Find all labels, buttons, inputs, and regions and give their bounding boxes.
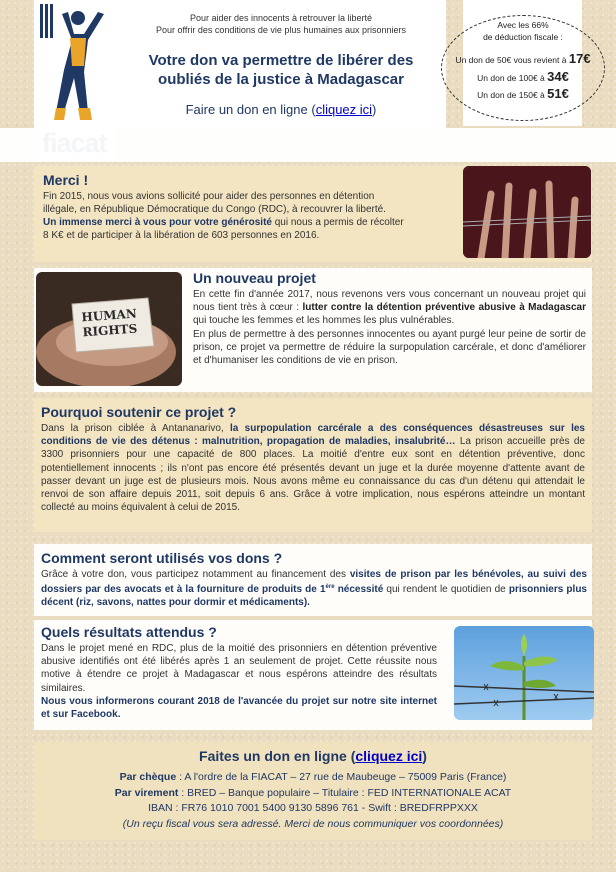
fiacat-figure-icon [34, 0, 116, 130]
tagline: Pour aider des innocents à retrouver la liberté [189, 13, 373, 23]
section-title: Merci ! [43, 172, 89, 188]
section-title: Pourquoi soutenir ce projet ? [41, 404, 237, 420]
footer-title: Faites un don en ligne (cliquez ici) [199, 748, 427, 764]
resultats-text: Dans le projet mené en RDC, plus de la moitié des prisonniers en détention préventive abusive identifiés ont été libérés après 1 an seulement de projet. Cette réussite nous motive à étendre ce projet à Madagascar et nous espérons atteindre des résultats similaires. Nous vous informerons courant 2018 de l'avancée du projet sur notre site internet et sur Facebook. [41, 643, 437, 721]
donate-link[interactable]: cliquez ici [315, 102, 373, 117]
donate-online-line: Faire un don en ligne (cliquez ici) [185, 102, 377, 117]
tax-oval [441, 15, 605, 121]
projet-text: En cette fin d'année 2017, nous revenons vers vous concernant un nouveau projet qui nous tient très à cœur : lutter contre la détention préventive abusive à Madagascar qui touche les femmes et les hommes les plus vulnérables. En plus de permettre à des personnes innocentes ou ayant purgé leur peine de sortir de prison, ce projet va permettre de réduire la surpopulation carcérale, et donc d'améliorer et d'humaniser les conditions de vie en prison. [193, 289, 586, 367]
comment-text: Grâce à votre don, vous participez notamment au financement des visites de prison par les bénévoles, au suivi des dossiers par des avocats et à la fourniture de produits de 1ère nécessité qui rendent le quotidien de prisonniers plus décent (riz, savons, nattes pour dormir et médicaments). [41, 569, 587, 609]
pourquoi-text: Dans la prison ciblée à Antananarivo, la surpopulation carcérale a des conséquences désastreuses sur les conditions de vie des détenus : malnutrition, propagation de maladies, insalubrité… La prison accueille près de 3300 prisonniers pour une capacité de 800 places. La moitié d'entre eux sont en détention préventive, donc potentiellement innocents ; ils n'ont pas encore été présentés devant un juge et la durée moyenne d'attente avant de passer devant un juge est de plusieurs mois. Nous avons même eu connaissance du cas d'un détenu qui attendait le renvoi de son affaire depuis 2011, soit depuis 6 ans. Grâce à votre implication, nous espérons atteindre un montant collecté au moins équivalent à celui de 2015. [41, 423, 585, 514]
tax-intro: de déduction fiscale : [483, 32, 563, 42]
tagline: Pour offrir des conditions de vie plus humaines aux prisonniers [156, 25, 406, 35]
merci-text: Fin 2015, nous vous avions sollicité pour aider des personnes en détention illégale, en République Démocratique du Congo (RDC), à recouvrer la liberté. Un immense merci à vous pour votre générosité qui nous a permis de récolter 8 K€ et de participer à la libération de 603 personnes en 2016. [43, 191, 404, 241]
page-title: Votre don va permettre de libérer des oubliés de la justice à Madagascar [148, 52, 414, 88]
human-rights-text: HUMAN RIGHTS [81, 306, 138, 340]
plant-barbed-wire-image [454, 626, 594, 720]
tax-item: Un don de 150€ à 51€ [477, 86, 569, 101]
raised-hands-image [463, 166, 591, 258]
payment-info: Par chèque : A l'ordre de la FIACAT – 27 rue de Maubeuge – 75009 Paris (France) Par virement : BRED – Banque populaire – Titulaire : FED INTERNATIONALE ACAT IBAN : FR76 1010 7001 5400 9130 5896 761 - Swift : BREDFRPPXXX (Un reçu fiscal vous sera adressé. Merci de nous communiquer vos coordonnées) [114, 771, 512, 830]
tax-intro: Avec les 66% [497, 20, 549, 30]
section-title: Comment seront utilisés vos dons ? [41, 550, 283, 566]
tax-item: Un don de 100€ à 34€ [477, 69, 569, 84]
section-title: Quels résultats attendus ? [41, 624, 217, 640]
human-rights-image [36, 272, 182, 386]
header [116, 0, 446, 128]
tax-item: Un don de 50€ vous revient à 17€ [455, 51, 591, 66]
section-title: Un nouveau projet [193, 270, 316, 286]
footer-donate-link[interactable]: cliquez ici [355, 748, 423, 764]
header-strip [0, 128, 616, 162]
